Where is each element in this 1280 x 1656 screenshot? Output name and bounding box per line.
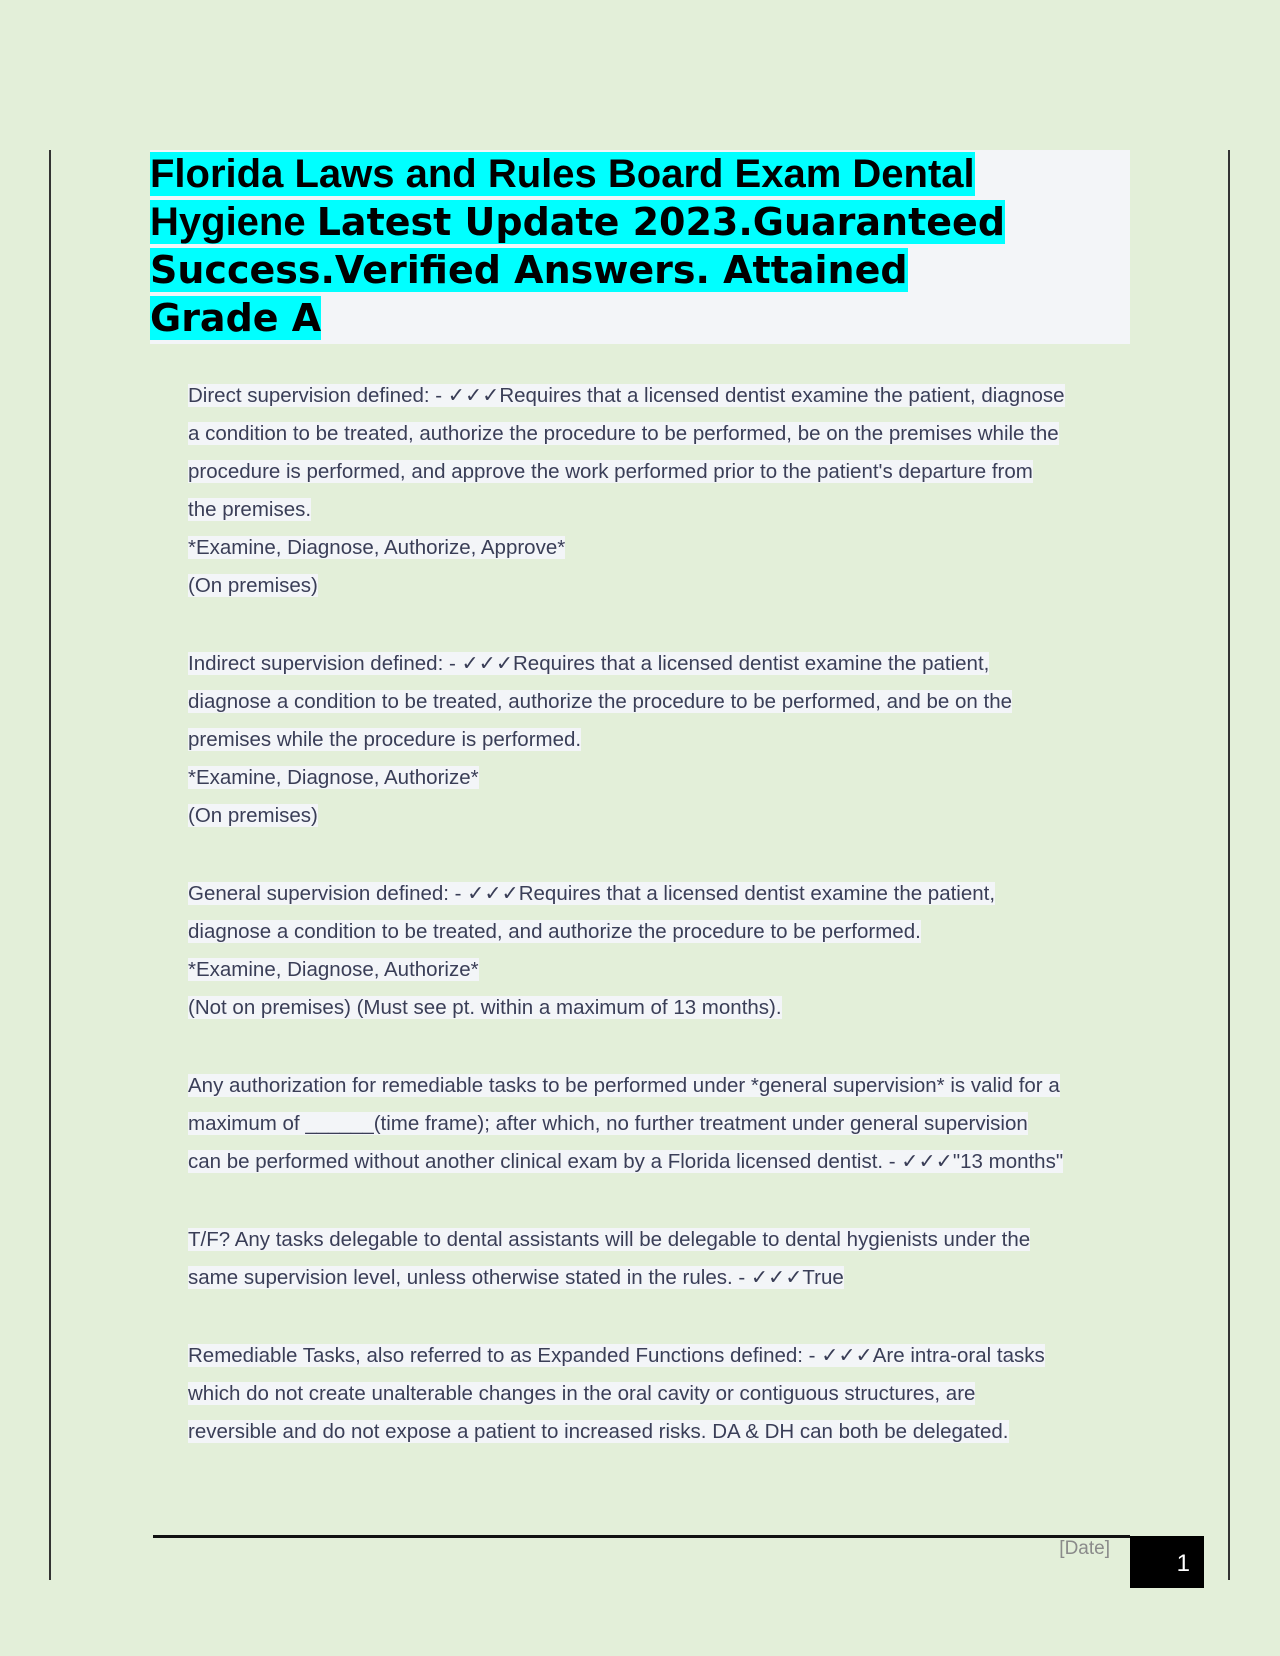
text-line: Remediable Tasks, also referred to as Expanded Functions defined: - ✓✓✓Are intra-oral tasks	[188, 1344, 1045, 1367]
qa-item-indirect-supervision	[188, 645, 1138, 835]
title-line-2b: Latest Update 2023.Guaranteed	[316, 200, 1006, 244]
title-line-1: Florida Laws and Rules Board Exam Dental	[150, 152, 975, 196]
title-line-3: Success.Verified Answers. Attained	[150, 248, 908, 292]
text-line: can be performed without another clinical exam by a Florida licensed dentist. - ✓✓✓"13 months"	[188, 1150, 1064, 1173]
document-title	[150, 150, 1130, 342]
document-body	[188, 377, 1138, 1491]
title-line-4: Grade A	[150, 296, 322, 340]
text-line: General supervision defined: - ✓✓✓Requires that a licensed dentist examine the patient,	[188, 882, 996, 905]
title-block	[150, 150, 1130, 344]
text-line: diagnose a condition to be treated, and authorize the procedure to be performed.	[188, 920, 921, 943]
page-number-box	[1130, 1536, 1204, 1588]
qa-item-remediable-tasks	[188, 1337, 1138, 1451]
page-border-left	[49, 150, 51, 1580]
text-line: (On premises)	[188, 574, 318, 597]
text-line: Direct supervision defined: - ✓✓✓Requires that a licensed dentist examine the patient, diagnose	[188, 384, 1065, 407]
text-line: procedure is performed, and approve the work performed prior to the patient's departure from	[188, 460, 1033, 483]
footer-divider	[153, 1535, 1130, 1538]
text-line: (Not on premises) (Must see pt. within a maximum of 13 months).	[188, 996, 782, 1019]
text-line: a condition to be treated, authorize the procedure to be performed, be on the premises while the	[188, 422, 1059, 445]
text-line: reversible and do not expose a patient to increased risks. DA & DH can both be delegated.	[188, 1420, 1009, 1443]
text-line: diagnose a condition to be treated, authorize the procedure to be performed, and be on the	[188, 690, 1012, 713]
text-line: Indirect supervision defined: - ✓✓✓Requires that a licensed dentist examine the patient,	[188, 652, 990, 675]
text-line: T/F? Any tasks delegable to dental assistants will be delegable to dental hygienists under the	[188, 1228, 1031, 1251]
text-line: (On premises)	[188, 804, 318, 827]
text-line: *Examine, Diagnose, Authorize*	[188, 766, 479, 789]
text-line: *Examine, Diagnose, Authorize*	[188, 958, 479, 981]
text-line: which do not create unalterable changes in the oral cavity or contiguous structures, are	[188, 1382, 976, 1405]
text-line: premises while the procedure is performed.	[188, 728, 582, 751]
text-line: *Examine, Diagnose, Authorize, Approve*	[188, 536, 566, 559]
text-line: Any authorization for remediable tasks to be performed under *general supervision* is valid for a	[188, 1074, 1060, 1097]
title-line-2a: Hygiene	[150, 200, 317, 244]
qa-item-direct-supervision	[188, 377, 1138, 605]
text-line: same supervision level, unless otherwise stated in the rules. - ✓✓✓True	[188, 1266, 844, 1289]
qa-item-authorization-time-frame	[188, 1067, 1138, 1181]
footer-date: [Date]	[1059, 1538, 1110, 1559]
qa-item-true-false-delegable	[188, 1221, 1138, 1297]
qa-item-general-supervision	[188, 875, 1138, 1027]
text-line: the premises.	[188, 498, 312, 521]
page-border-right	[1228, 150, 1230, 1580]
text-line: maximum of ______(time frame); after which, no further treatment under general supervision	[188, 1112, 1028, 1135]
page-number: 1	[1176, 1550, 1190, 1577]
